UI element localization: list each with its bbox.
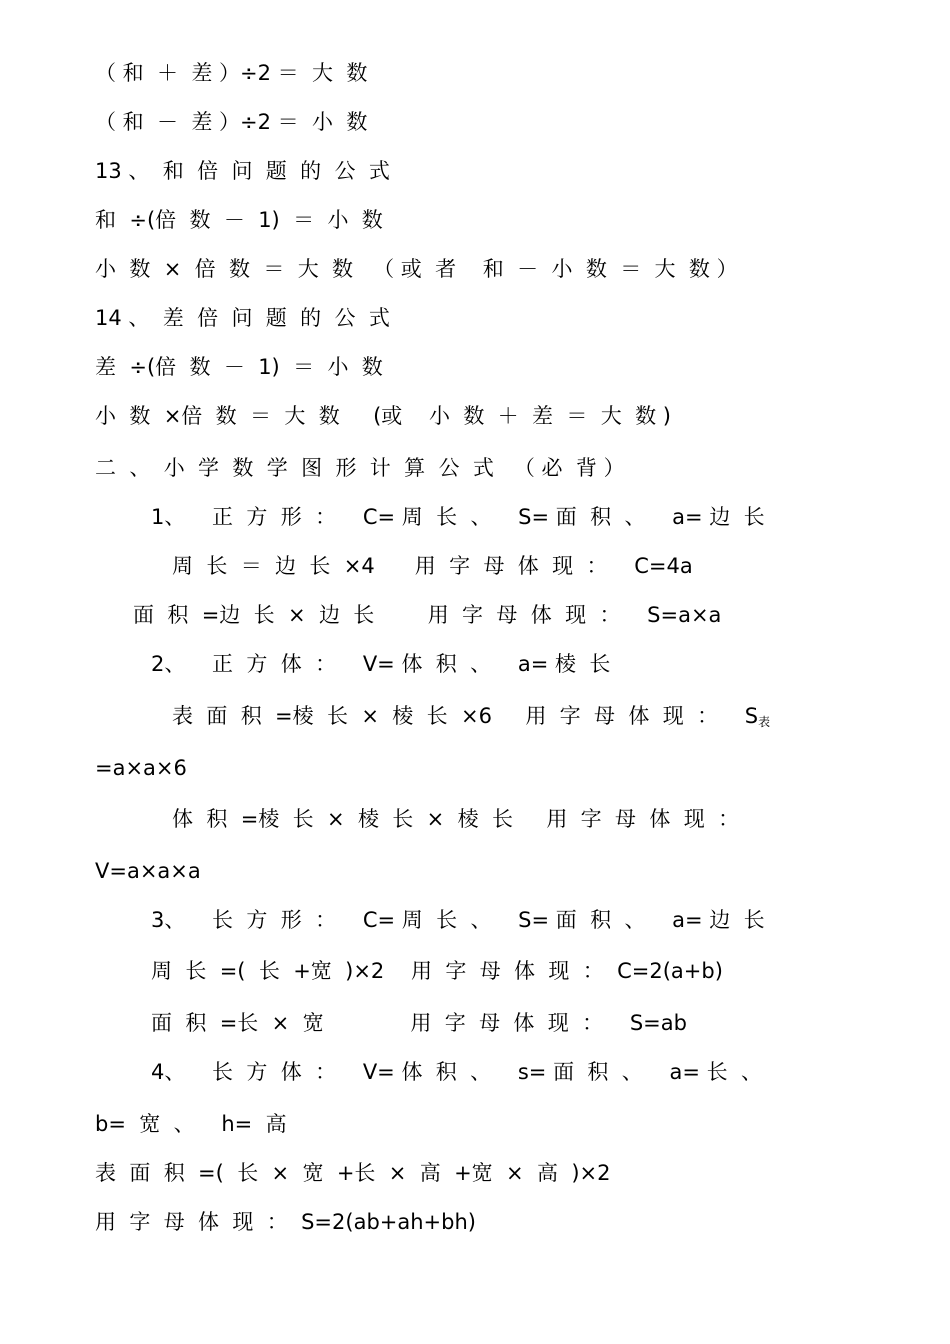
formula-line-24: 用 字 母 体 现 ： S=2(ab+ah+bh) <box>95 1210 476 1234</box>
formula-line-12: 面 积 =边 长 × 边 长 用 字 母 体 现 ： S=a×a <box>133 603 722 627</box>
subscript-label: 表 <box>758 715 771 729</box>
formula-line-5: 小 数 × 倍 数 ＝ 大 数 （ 或 者 和 － 小 数 ＝ 大 数 ） <box>95 257 738 281</box>
shape-heading-square: 1、 正 方 形 ： C= 周 长 、 S= 面 积 、 a= 边 长 <box>151 505 765 529</box>
formula-line-22: b= 宽 、 h= 高 <box>95 1112 287 1136</box>
formula-line-7: 差 ÷(倍 数 － 1) ＝ 小 数 <box>95 355 383 379</box>
formula-line-8: 小 数 ×倍 数 ＝ 大 数 (或 小 数 ＋ 差 ＝ 大 数 ) <box>95 404 671 428</box>
formula-line-17: V=a×a×a <box>95 859 201 883</box>
section-heading-13: 13 、 和 倍 问 题 的 公 式 <box>95 159 390 183</box>
section-heading-14: 14 、 差 倍 问 题 的 公 式 <box>95 306 390 330</box>
chapter-heading-2: 二 、 小 学 数 学 图 形 计 算 公 式 （ 必 背 ） <box>95 456 625 480</box>
formula-line-23: 表 面 积 =( 长 × 宽 +长 × 高 +宽 × 高 )×2 <box>95 1161 611 1185</box>
shape-heading-cube: 2、 正 方 体 ： V= 体 积 、 a= 棱 长 <box>151 652 611 676</box>
formula-line-19: 周 长 =( 长 +宽 )×2 用 字 母 体 现 ： C=2(a+b) <box>151 959 723 983</box>
formula-line-4: 和 ÷(倍 数 － 1) ＝ 小 数 <box>95 208 383 232</box>
shape-heading-cuboid: 4、 长 方 体 ： V= 体 积 、 s= 面 积 、 a= 长 、 <box>151 1060 762 1084</box>
formula-line-20: 面 积 =长 × 宽 用 字 母 体 现 ： S=ab <box>151 1011 687 1035</box>
formula-line-1: （ 和 ＋ 差 ）÷2 ＝ 大 数 <box>95 61 368 85</box>
formula-line-16: 体 积 =棱 长 × 棱 长 × 棱 长 用 字 母 体 现 ： <box>172 807 740 831</box>
formula-line-11: 周 长 ＝ 边 长 ×4 用 字 母 体 现 ： C=4a <box>172 554 693 578</box>
formula-line-15: =a×a×6 <box>95 756 187 780</box>
formula-line-14: 表 面 积 =棱 长 × 棱 长 ×6 用 字 母 体 现 ： S表 <box>172 704 771 729</box>
formula-line-2: （ 和 － 差 ）÷2 ＝ 小 数 <box>95 110 368 134</box>
shape-heading-rectangle: 3、 长 方 形 ： C= 周 长 、 S= 面 积 、 a= 边 长 <box>151 908 765 932</box>
